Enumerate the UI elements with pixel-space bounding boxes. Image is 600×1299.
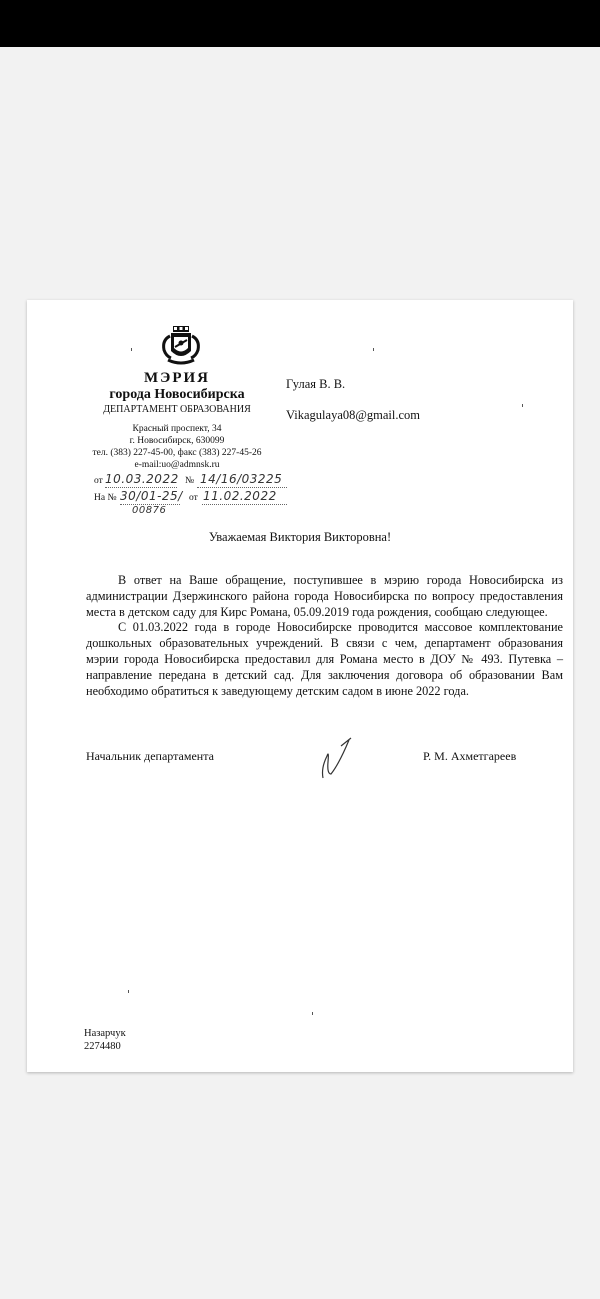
handwritten-signature bbox=[317, 734, 363, 782]
signatory-position: Начальник департамента bbox=[86, 749, 214, 763]
org-department: ДЕПАРТАМЕНТ ОБРАЗОВАНИЯ bbox=[103, 404, 251, 415]
ref-from-label: от bbox=[94, 476, 103, 486]
paragraph-2: С 01.03.2022 года в городе Новосибирске проводится массовое комплектование дошкольных образовательных учреждений. В связи с чем, департамент образования мэрии города Новосибирска предоставил для Романа место в ДОУ № 493. Путевка – направление передана в детский сад. Для заключения договора об образовании Вам необходимо обратиться к заведующему детским садом в июне 2022 года. bbox=[86, 620, 563, 698]
ref-from-line bbox=[105, 487, 177, 488]
ref-number-label: № bbox=[185, 476, 195, 486]
scan-mark bbox=[312, 1012, 313, 1015]
status-bar bbox=[0, 0, 600, 47]
ref-re-date: 11.02.2022 bbox=[203, 489, 277, 503]
ref-number-line bbox=[197, 487, 287, 488]
executor-name: Назарчук bbox=[84, 1028, 126, 1039]
org-city: города Новосибирска bbox=[109, 387, 245, 402]
scan-mark bbox=[373, 348, 374, 351]
ref-extra-number: 00876 bbox=[132, 505, 167, 516]
salutation: Уважаемая Виктория Викторовна! bbox=[208, 530, 392, 544]
ref-re-date-line bbox=[202, 504, 287, 505]
scan-mark bbox=[522, 404, 523, 407]
letter-body bbox=[86, 573, 563, 699]
ref-re-label: На № bbox=[94, 493, 117, 503]
ref-number-value: 14/16/03225 bbox=[200, 472, 283, 486]
org-name: МЭРИЯ bbox=[144, 370, 210, 386]
address-phone: тел. (383) 227-45-00, факс (383) 227-45-26 bbox=[92, 448, 262, 458]
recipient-name: Гулая В. В. bbox=[286, 377, 346, 391]
ref-re-number: 30/01-25/ bbox=[120, 489, 183, 503]
scan-mark bbox=[131, 348, 132, 351]
address-city: г. Новосибирск, 630099 bbox=[129, 436, 225, 446]
scan-mark bbox=[128, 990, 129, 993]
signatory-name: Р. М. Ахметгареев bbox=[423, 749, 517, 763]
coat-of-arms-emblem bbox=[160, 326, 202, 366]
letter-page bbox=[27, 300, 573, 1072]
ref-re-date-label: от bbox=[189, 493, 198, 503]
paragraph-1: В ответ на Ваше обращение, поступившее в мэрию города Новосибирска из администрации Дзержинского района города Новосибирска по вопросу предоставления места в детском саду для Кирс Романа, 05.09.2019 года рождения, сообщаю следующее. bbox=[86, 573, 563, 619]
ref-from-date: 10.03.2022 bbox=[105, 472, 179, 486]
address-email: e-mail:uo@admnsk.ru bbox=[134, 460, 220, 470]
recipient-email: Vikagulaya08@gmail.com bbox=[286, 408, 420, 422]
executor-phone: 2274480 bbox=[84, 1041, 121, 1052]
address-street: Красный проспект, 34 bbox=[132, 424, 222, 434]
